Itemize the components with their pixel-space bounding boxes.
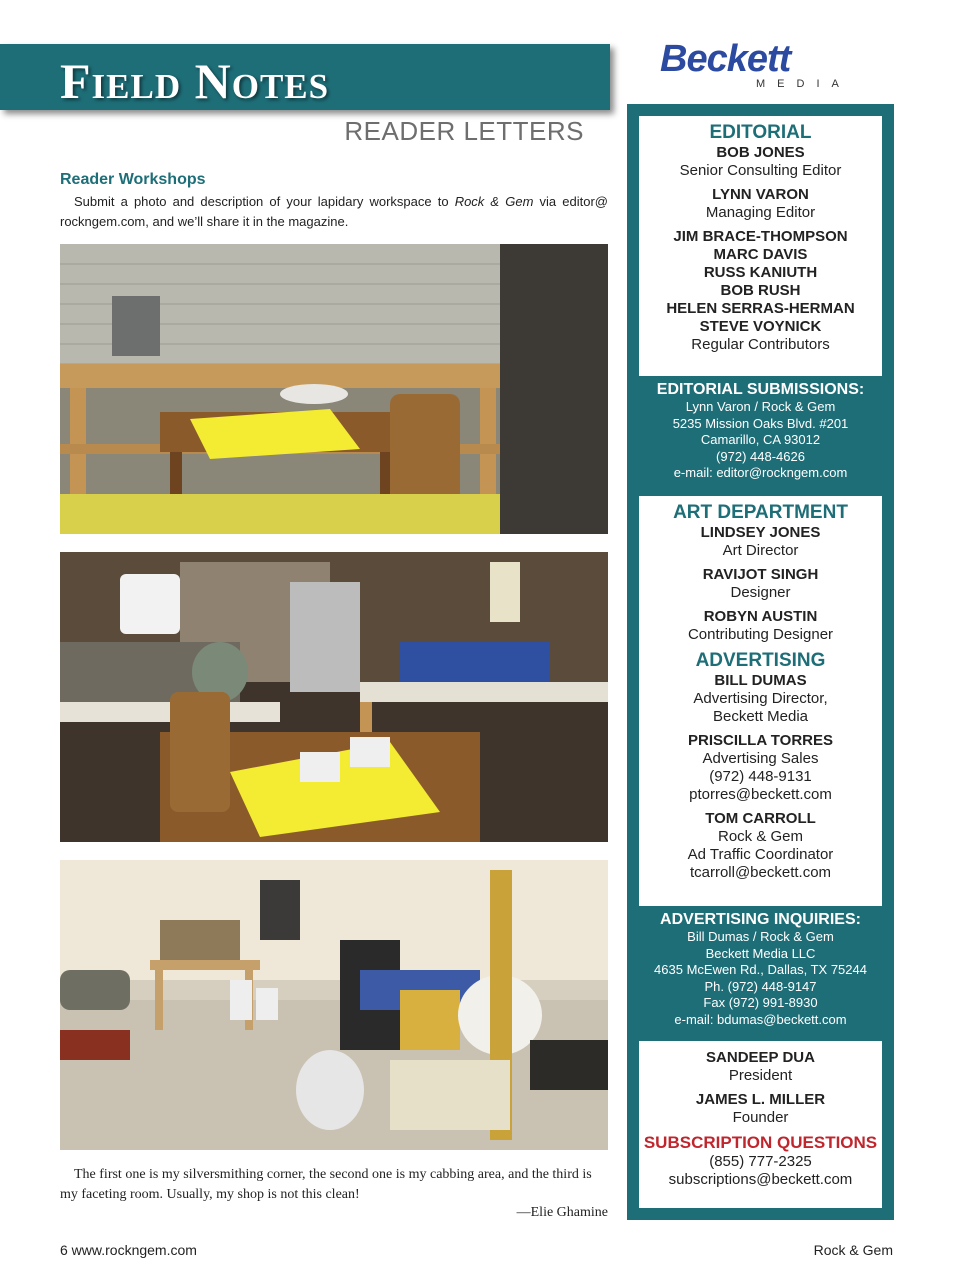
inquiries-line: Bill Dumas / Rock & Gem <box>687 929 834 944</box>
contributor-name: STEVE VOYNICK <box>699 318 822 335</box>
advertising-inquiries <box>627 910 894 1028</box>
contributor-name: MARC DAVIS <box>713 246 808 263</box>
ad-person-role: Advertising Director, <box>693 690 828 707</box>
submissions-line: Camarillo, CA 93012 <box>700 432 821 447</box>
art-person-role: Contributing Designer <box>687 626 834 643</box>
submissions-line: 5235 Mission Oaks Blvd. #201 <box>672 415 849 431</box>
art-person-name: ROBYN AUSTIN <box>703 608 818 625</box>
contributor-name: BOB RUSH <box>720 282 801 299</box>
executive-role: Founder <box>732 1109 789 1126</box>
footer-page-url: 6 www.rockngem.com <box>60 1242 197 1258</box>
inquiries-line: Ph. (972) 448-9147 <box>704 978 817 994</box>
ad-person-name: TOM CARROLL <box>705 810 816 827</box>
editor-role: Managing Editor <box>705 204 816 221</box>
inquiries-line: 4635 McEwen Rd., Dallas, TX 75244 <box>654 962 867 977</box>
ad-person-email: tcarroll@beckett.com <box>689 864 832 881</box>
intro-text-post: via editor@ rockngem.com, and we’ll share it in the magazine. <box>60 194 608 229</box>
inquiries-line: Beckett Media LLC <box>705 945 816 961</box>
logo-wordmark: Beckett <box>660 38 791 80</box>
art-person-name: RAVIJOT SINGH <box>702 566 819 583</box>
photo-cabbing-area <box>60 552 608 842</box>
inquiries-email: e-mail: bdumas@beckett.com <box>674 1011 847 1027</box>
contributor-name: HELEN SERRAS-HERMAN <box>666 300 855 317</box>
caption-text: The first one is my silversmithing corner, the second one is my cabbing area, and the third is my faceting room. Usually, my shop is not this clean! <box>60 1167 592 1202</box>
ad-person-role: Advertising Sales <box>702 750 819 767</box>
masthead-sidebar <box>627 104 894 1220</box>
ad-person-name: PRISCILLA TORRES <box>687 732 833 749</box>
ad-person-name: BILL DUMAS <box>714 672 807 689</box>
art-person-name: LINDSEY JONES <box>700 524 821 541</box>
field-notes-banner <box>0 44 610 110</box>
logo-subtitle: MEDIA <box>756 78 851 90</box>
contributors-role: Regular Contributors <box>691 336 830 353</box>
editorial-submissions <box>627 380 894 482</box>
ad-person-email: ptorres@beckett.com <box>689 786 832 803</box>
art-person-role: Art Director <box>722 542 799 559</box>
art-department-heading: ART DEPARTMENT <box>673 502 848 523</box>
section-title: READER LETTERS <box>344 116 584 146</box>
inquiries-heading: ADVERTISING INQUIRIES: <box>660 911 861 928</box>
submissions-line: (972) 448-4626 <box>716 448 805 464</box>
executives-panel <box>639 1041 882 1208</box>
editor-name: BOB JONES <box>716 144 805 161</box>
footer-magazine: Rock & Gem <box>813 1242 893 1258</box>
letter-signature: —Elie Ghamine <box>516 1205 608 1220</box>
subscription-phone: (855) 777-2325 <box>709 1153 812 1170</box>
ad-person-role: Ad Traffic Coordinator <box>687 846 834 863</box>
magazine-name: Rock & Gem <box>454 194 534 209</box>
advertising-heading: ADVERTISING <box>695 650 826 671</box>
subscription-email: subscriptions@beckett.com <box>668 1171 853 1188</box>
art-person-role: Designer <box>730 584 791 601</box>
editor-role: Senior Consulting Editor <box>679 162 842 179</box>
subscription-heading: SUBSCRIPTION QUESTIONS <box>643 1133 878 1152</box>
photo-silversmithing-corner <box>60 244 608 534</box>
article-intro <box>60 192 608 232</box>
editorial-panel <box>639 116 882 376</box>
beckett-media-logo <box>660 38 860 94</box>
inquiries-line: Fax (972) 991-8930 <box>703 995 818 1010</box>
executive-name: JAMES L. MILLER <box>695 1091 826 1108</box>
ad-person-role: Rock & Gem <box>717 828 804 845</box>
submissions-heading: EDITORIAL SUBMISSIONS: <box>656 381 865 398</box>
ad-person-role: Beckett Media <box>712 708 809 725</box>
intro-text-pre: Submit a photo and description of your lapidary workspace to <box>74 194 455 209</box>
executive-role: President <box>728 1067 793 1084</box>
contributor-name: RUSS KANIUTH <box>703 264 818 281</box>
art-advertising-panel <box>639 496 882 906</box>
banner-title: Field Notes <box>60 53 330 109</box>
article-heading: Reader Workshops <box>60 171 206 188</box>
editorial-heading: EDITORIAL <box>709 122 812 143</box>
ad-person-phone: (972) 448-9131 <box>709 768 812 785</box>
editor-name: LYNN VARON <box>712 186 809 203</box>
photo-caption <box>60 1165 608 1205</box>
photo-faceting-room <box>60 860 608 1150</box>
submissions-line: Lynn Varon / Rock & Gem <box>685 399 836 414</box>
contributor-name: JIM BRACE-THOMPSON <box>673 228 848 245</box>
submissions-email: e-mail: editor@rockngem.com <box>673 465 848 480</box>
executive-name: SANDEEP DUA <box>706 1049 815 1066</box>
